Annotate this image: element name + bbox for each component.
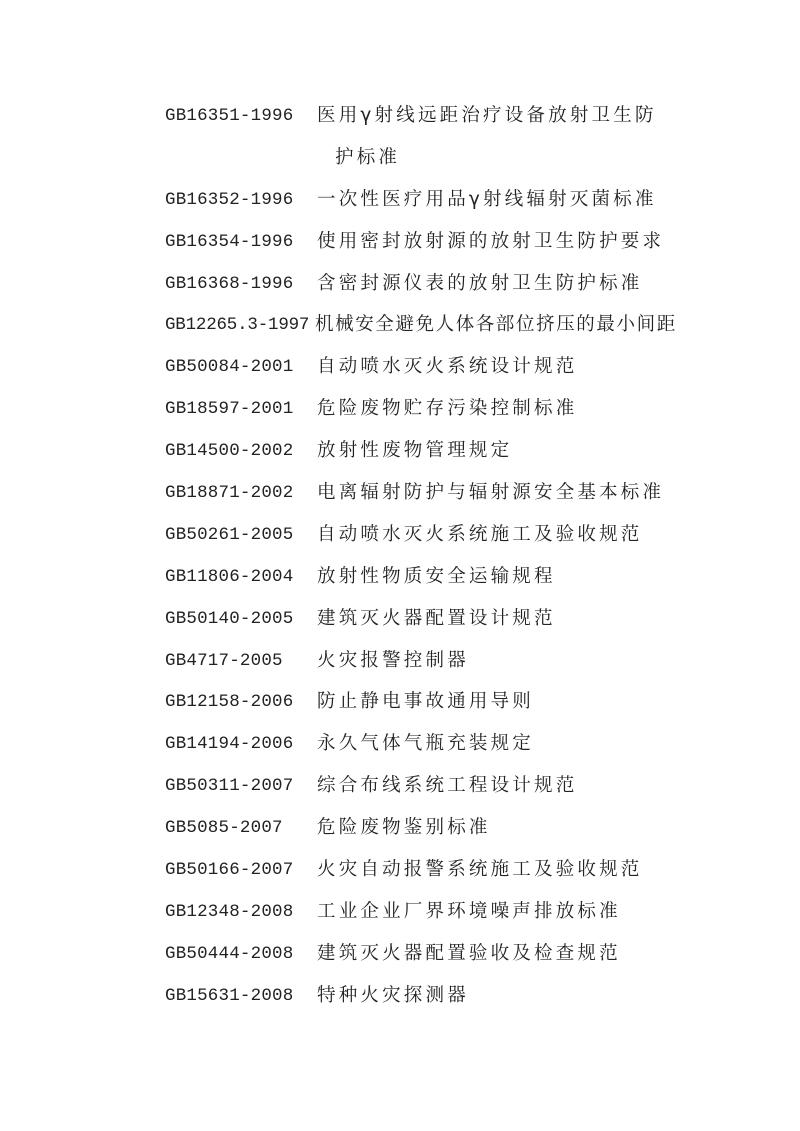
standard-title: 自动喷水灭火系统施工及验收规范 [317,523,643,545]
standard-code: GB14194-2006 [165,734,294,755]
standard-row [165,686,725,728]
standard-row [165,226,725,268]
standard-title: 火灾自动报警系统施工及验收规范 [317,859,643,881]
standard-row [165,351,725,393]
standard-row [165,938,725,980]
standard-title: 护标准 [335,146,401,168]
standard-title: 放射性废物管理规定 [317,440,513,462]
standard-title: 综合布线系统工程设计规范 [317,775,578,797]
standard-code: GB12348-2008 [165,901,294,922]
standard-title: 危险废物贮存污染控制标准 [317,398,578,420]
standard-code: GB18597-2001 [165,399,294,420]
standard-row [165,980,725,1022]
standard-title-continuation [165,142,725,184]
standard-row [165,309,725,351]
standard-row [165,561,725,603]
standard-row [165,268,725,310]
standard-code: GB50084-2001 [165,357,294,378]
standard-row [165,854,725,896]
standard-code: GB14500-2002 [165,441,294,462]
standard-code: GB50261-2005 [165,524,294,545]
standard-title: 火灾报警控制器 [317,649,469,671]
standard-row [165,728,725,770]
standard-title: 建筑灭火器配置设计规范 [317,607,556,629]
standard-title: 一次性医疗用品γ射线辐射灭菌标准 [317,188,657,210]
standard-title: 工业企业厂界环境噪声排放标准 [317,900,621,922]
standard-row [165,100,725,142]
standard-code: GB15631-2008 [165,985,294,1006]
standard-code: GB12158-2006 [165,692,294,713]
standard-code: GB5085-2007 [165,818,283,839]
standard-code: GB50444-2008 [165,943,294,964]
standard-row [165,812,725,854]
standard-title: 放射性物质安全运输规程 [317,565,556,587]
standard-title: 建筑灭火器配置验收及检查规范 [317,942,621,964]
standard-code: GB11806-2004 [165,566,294,587]
standard-row [165,435,725,477]
standard-row [165,393,725,435]
standard-row [165,896,725,938]
standard-code: GB18871-2002 [165,483,294,504]
standard-row [165,477,725,519]
standard-title: 永久气体气瓶充装规定 [317,733,535,755]
standards-list [165,100,725,1022]
standard-code: GB50166-2007 [165,860,294,881]
standard-title: 机械安全避免人体各部位挤压的最小间距 [315,314,677,336]
standard-title: 电离辐射防护与辐射源安全基本标准 [317,482,665,504]
standard-row [165,770,725,812]
standard-code: GB16368-1996 [165,273,294,294]
standard-code: GB12265.3-1997 [165,315,310,336]
standard-row [165,519,725,561]
standard-row [165,184,725,226]
standard-title: 自动喷水灭火系统设计规范 [317,356,578,378]
standard-title: 医用γ射线远距治疗设备放射卫生防 [317,105,657,126]
standard-code: GB16351-1996 [165,106,294,126]
standard-title: 危险废物鉴别标准 [317,817,491,839]
standard-title: 含密封源仪表的放射卫生防护标准 [317,272,643,294]
standard-code: GB50140-2005 [165,608,294,629]
standard-code: GB16352-1996 [165,189,294,210]
standard-title: 防止静电事故通用导则 [317,691,535,713]
standard-code: GB16354-1996 [165,231,294,252]
standard-title: 使用密封放射源的放射卫生防护要求 [317,230,665,252]
standard-row [165,645,725,687]
standard-code: GB50311-2007 [165,776,294,797]
standard-code: GB4717-2005 [165,650,283,671]
standard-title: 特种火灾探测器 [317,984,469,1006]
standard-row [165,603,725,645]
